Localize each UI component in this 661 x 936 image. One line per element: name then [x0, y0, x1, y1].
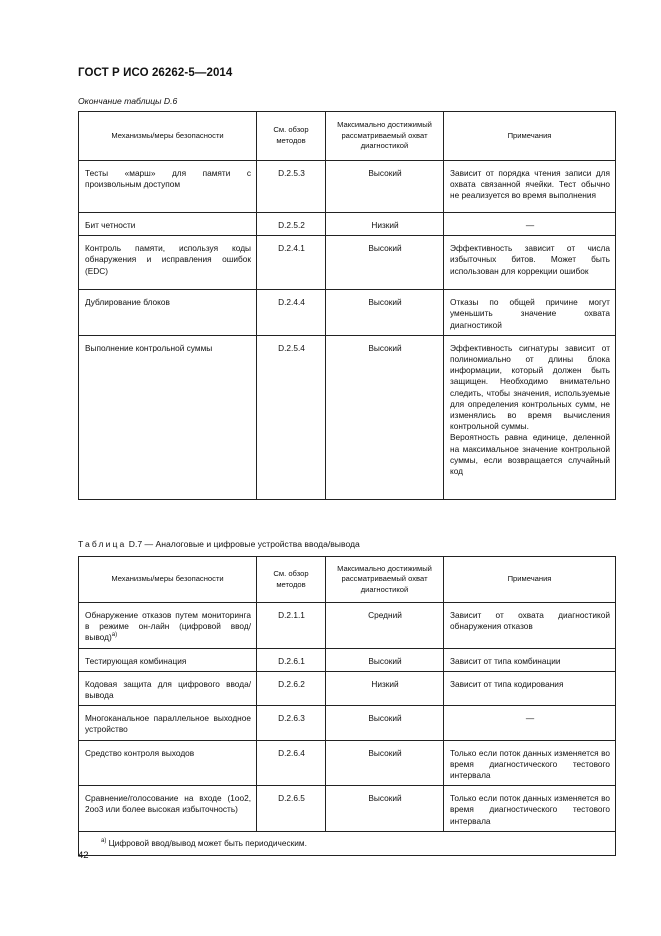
table2-caption-prefix: Таблица: [78, 539, 127, 549]
coverage-cell: Средний: [326, 603, 444, 649]
coverage-cell: Низкий: [326, 213, 444, 236]
ref-cell: D.2.5.3: [257, 161, 326, 213]
notes-paragraph: Вероятность равна единице, деленной на максимальное значение контрольной суммы, если возвращается случайный код: [450, 432, 610, 477]
table1-caption: Окончание таблицы D.6: [78, 96, 178, 106]
table-d7: [78, 556, 616, 856]
coverage-cell: Высокий: [326, 648, 444, 671]
column-header: См. обзор методов: [257, 557, 326, 603]
table-row: [79, 706, 616, 740]
coverage-cell: Высокий: [326, 740, 444, 786]
coverage-cell: Высокий: [326, 161, 444, 213]
notes-cell: Эффективность зависит от числа избыточных битов. Может быть использован для коррекции ошибок: [444, 236, 616, 290]
notes-cell: —: [444, 213, 616, 236]
notes-cell: Только если поток данных изменяется во время диагностического тестового интервала: [444, 740, 616, 786]
document-title: ГОСТ Р ИСО 26262-5—2014: [78, 67, 233, 79]
table-row: [79, 603, 616, 649]
notes-cell: Зависит от порядка чтения записи для охвата связанной ячейки. Тест обычно не реализуется во время выполнения: [444, 161, 616, 213]
coverage-cell: Высокий: [326, 236, 444, 290]
mechanism-text: Обнаружение отказов путем мониторинга в режиме он-лайн (цифровой ввод/вывод): [85, 610, 251, 643]
mechanism-cell: Многоканальное параллельное выходное устройство: [79, 706, 257, 740]
ref-cell: D.2.6.4: [257, 740, 326, 786]
table-header-row: [79, 112, 616, 161]
column-header: Максимально достижимый рассматриваемый охват диагностикой: [326, 557, 444, 603]
notes-cell: Зависит от типа комбинации: [444, 648, 616, 671]
table-row: [79, 290, 616, 336]
table-row: [79, 161, 616, 213]
notes-paragraph: Эффективность сигнатуры зависит от полиномиально от длины блока информации, который должен быть защищен. Необходимо внимательно следить, чтобы значения, используемые для определения контрольных сумм, не изменялись во время вычисления контрольной суммы.: [450, 342, 610, 432]
column-header: Механизмы/меры безопасности: [79, 112, 257, 161]
mechanism-cell: Кодовая защита для цифрового ввода/вывода: [79, 671, 257, 705]
column-header: Механизмы/меры безопасности: [79, 557, 257, 603]
table-row: [79, 213, 616, 236]
ref-cell: D.2.5.2: [257, 213, 326, 236]
page-number: 42: [78, 850, 89, 861]
coverage-cell: Высокий: [326, 335, 444, 499]
coverage-cell: Высокий: [326, 786, 444, 832]
column-header: Примечания: [444, 557, 616, 603]
footnote-ref: a): [111, 632, 118, 639]
table-footnote-row: [79, 831, 616, 855]
table-row: [79, 671, 616, 705]
column-header: Максимально достижимый рассматриваемый охват диагностикой: [326, 112, 444, 161]
table-row: [79, 740, 616, 786]
ref-cell: D.2.4.4: [257, 290, 326, 336]
table-header-row: [79, 557, 616, 603]
mechanism-cell: Тестирующая комбинация: [79, 648, 257, 671]
mechanism-cell: [79, 603, 257, 649]
table-row: [79, 236, 616, 290]
mechanism-cell: Средство контроля выходов: [79, 740, 257, 786]
ref-cell: D.2.4.1: [257, 236, 326, 290]
mechanism-cell: Выполнение контрольной суммы: [79, 335, 257, 499]
notes-cell: Только если поток данных изменяется во время диагностического тестового интервала: [444, 786, 616, 832]
notes-cell: —: [444, 706, 616, 740]
coverage-cell: Низкий: [326, 671, 444, 705]
table-row: [79, 786, 616, 832]
footnote-mark: a): [101, 838, 107, 845]
notes-cell: Зависит от охвата диагностикой обнаружения отказов: [444, 603, 616, 649]
ref-cell: D.2.6.1: [257, 648, 326, 671]
ref-cell: D.2.6.2: [257, 671, 326, 705]
table2-caption-text: D.7 — Аналоговые и цифровые устройства ввода/вывода: [126, 539, 360, 549]
footnote-text: Цифровой ввод/вывод может быть периодическим.: [106, 837, 307, 848]
mechanism-cell: Сравнение/голосование на входе (1oo2, 2oo3 или более высокая избыточность): [79, 786, 257, 832]
mechanism-cell: Дублирование блоков: [79, 290, 257, 336]
footnote-cell: [79, 831, 616, 855]
notes-cell: [444, 335, 616, 499]
ref-cell: D.2.1.1: [257, 603, 326, 649]
table2-caption: [78, 539, 360, 549]
coverage-cell: Высокий: [326, 290, 444, 336]
column-header: Примечания: [444, 112, 616, 161]
column-header: См. обзор методов: [257, 112, 326, 161]
coverage-cell: Высокий: [326, 706, 444, 740]
ref-cell: D.2.6.5: [257, 786, 326, 832]
table-d6-end: [78, 111, 616, 500]
table-row: [79, 335, 616, 499]
mechanism-cell: Тесты «марш» для памяти с произвольным доступом: [79, 161, 257, 213]
notes-cell: Зависит от типа кодирования: [444, 671, 616, 705]
notes-cell: Отказы по общей причине могут уменьшить значение охвата диагностикой: [444, 290, 616, 336]
table-row: [79, 648, 616, 671]
mechanism-cell: Бит четности: [79, 213, 257, 236]
ref-cell: D.2.5.4: [257, 335, 326, 499]
mechanism-cell: Контроль памяти, используя коды обнаружения и исправления ошибок (EDC): [79, 236, 257, 290]
ref-cell: D.2.6.3: [257, 706, 326, 740]
